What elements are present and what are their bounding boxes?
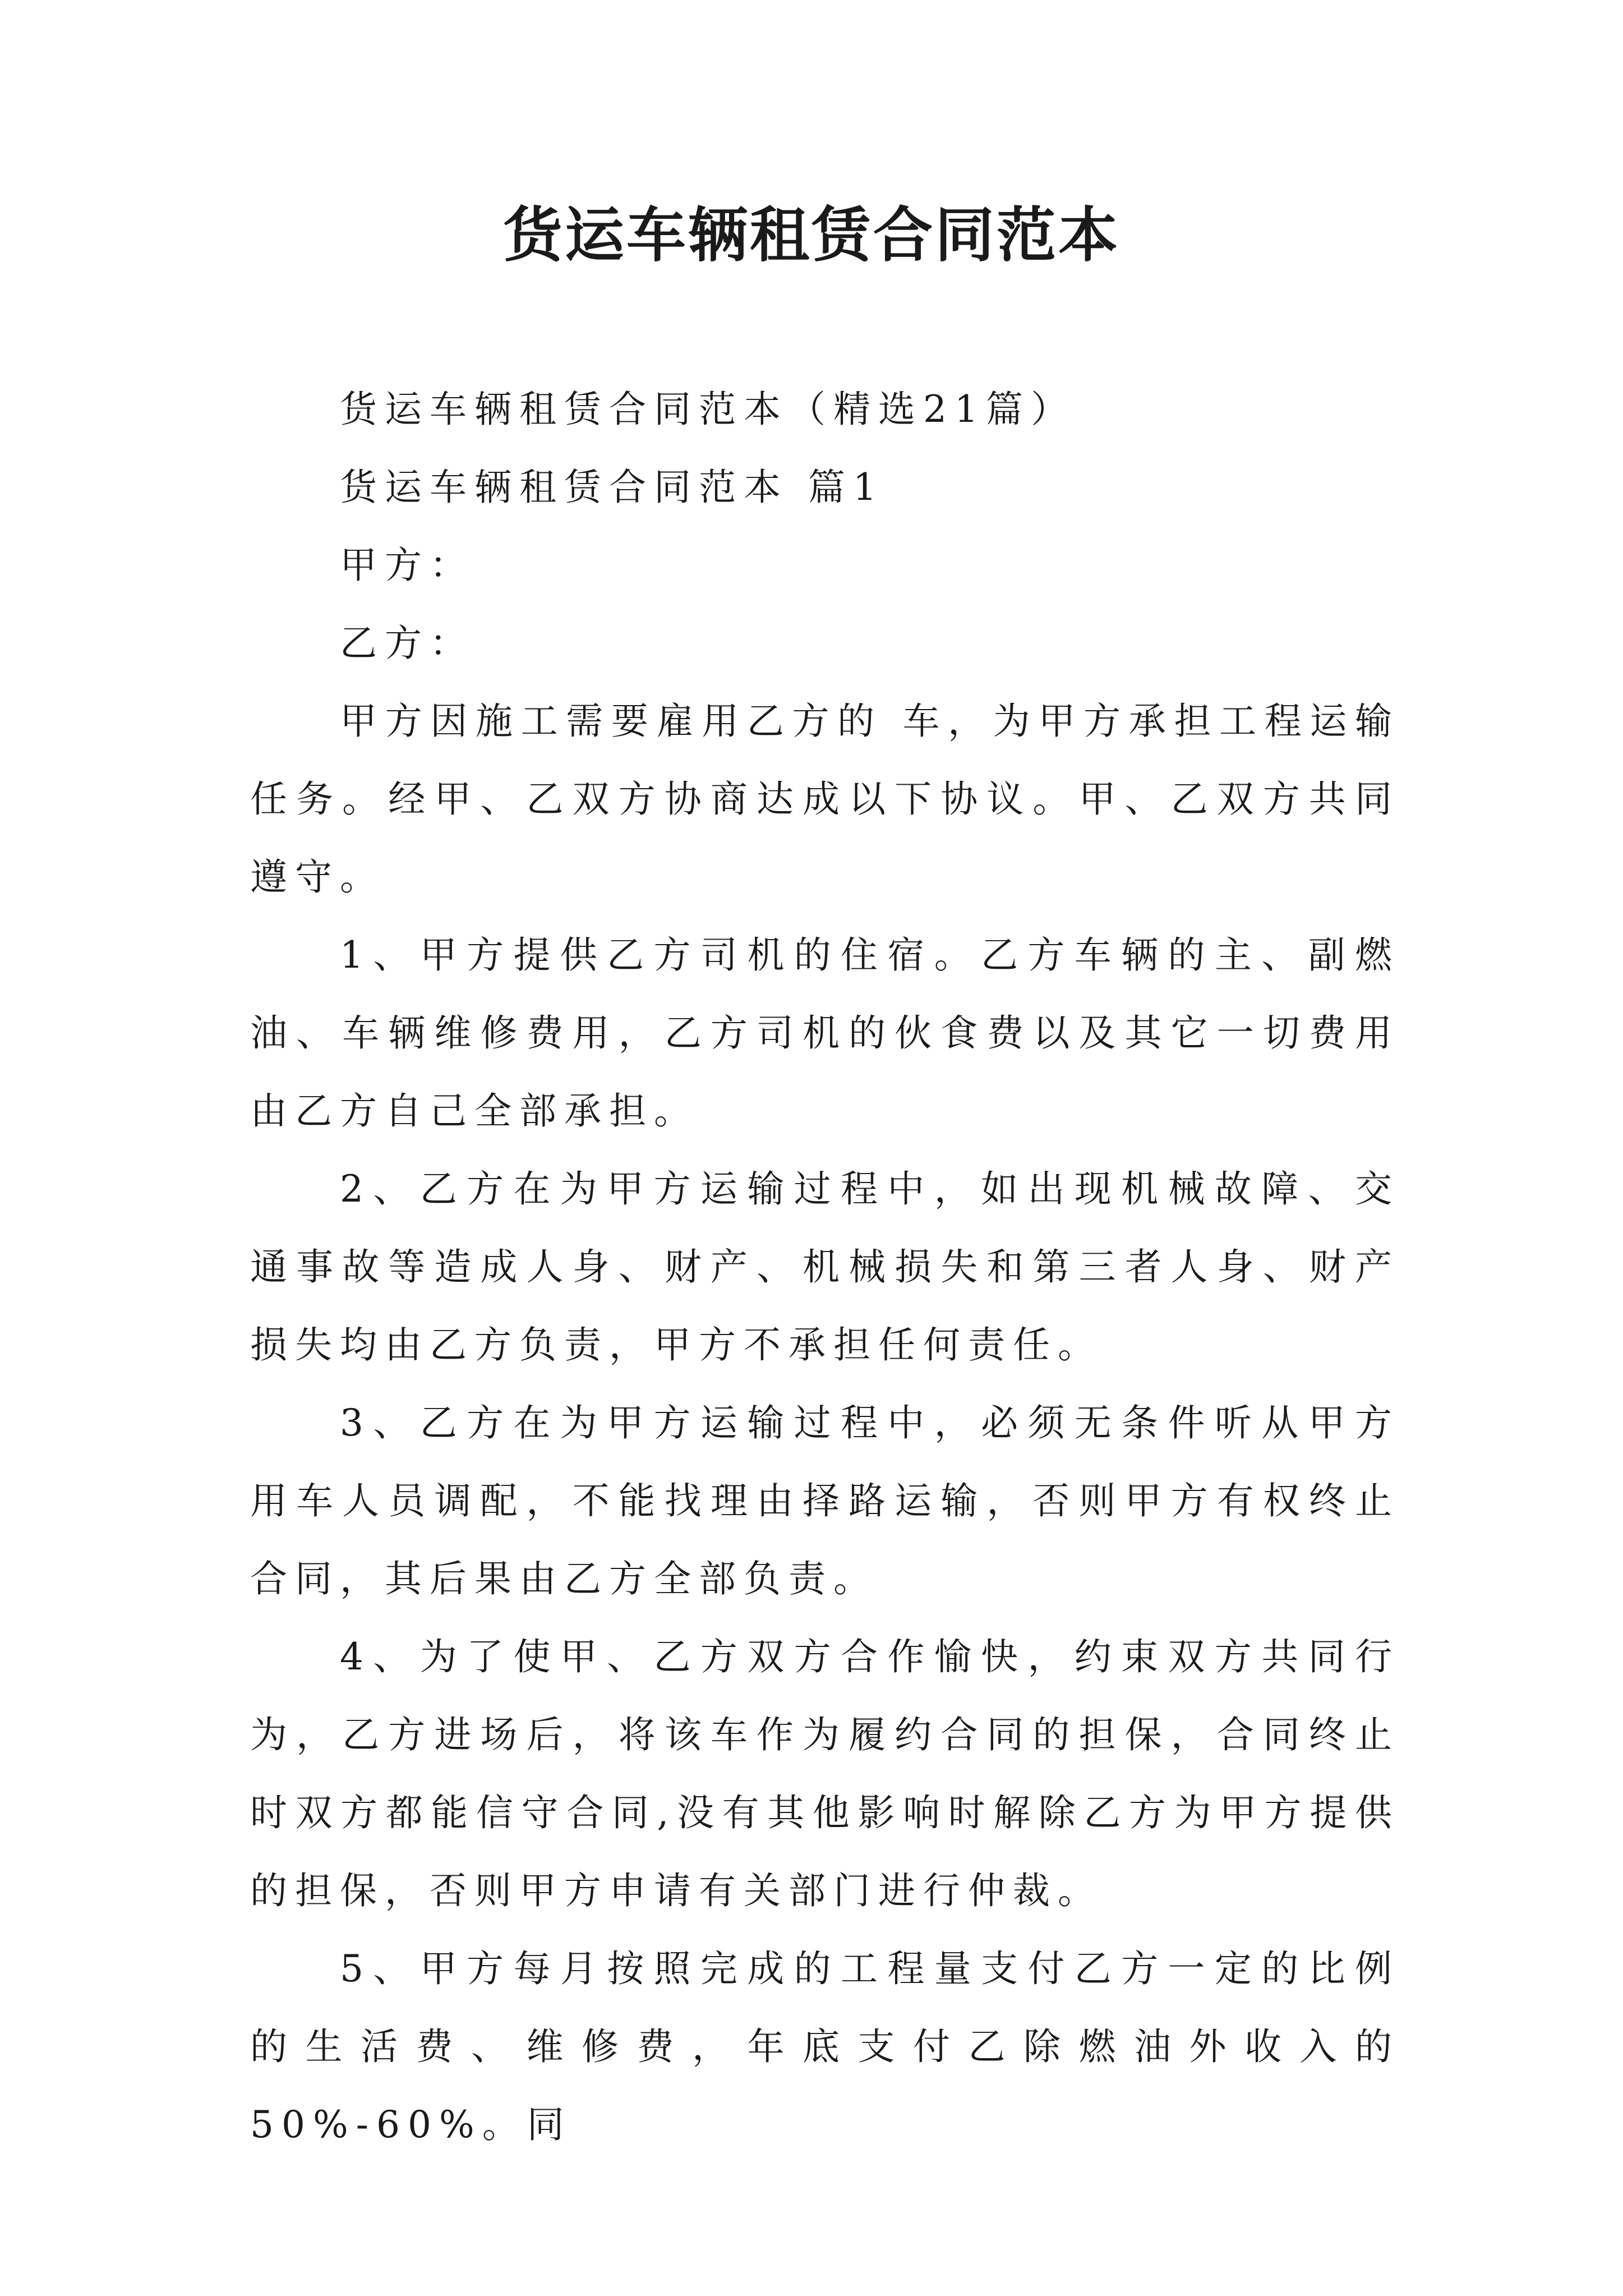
paragraph-clause-3: 3、乙方在为甲方运输过程中，必须无条件听从甲方用车人员调配，不能找理由择路运输，否则甲方有权终止合同，其后果由乙方全部负责。	[250, 1401, 1400, 1600]
document-body	[250, 370, 1400, 2164]
paragraph-section-heading: 货运车辆租赁合同范本 篇1	[340, 466, 884, 509]
paragraph-clause-2: 2、乙方在为甲方运输过程中，如出现机械故障、交通事故等造成人身、财产、机械损失和第三者人身、财产损失均由乙方负责，甲方不承担任何责任。	[250, 1167, 1400, 1366]
paragraph-party-a: 甲方：	[340, 544, 474, 587]
paragraph-party-b: 乙方：	[340, 622, 474, 665]
paragraph-preamble: 甲方因施工需要雇用乙方的 车，为甲方承担工程运输任务。经甲、乙双方协商达成以下协议。甲、乙双方共同遵守。	[250, 700, 1400, 899]
paragraph-subtitle: 货运车辆租赁合同范本（精选21篇）	[340, 388, 1076, 431]
paragraph-clause-5: 5、甲方每月按照完成的工程量支付乙方一定的比例的生活费、维修费，年底支付乙除燃油外收入的50%-60%。同	[250, 1947, 1400, 2146]
document-title: 货运车辆租赁合同范本	[503, 201, 1120, 270]
paragraph-clause-4: 4、为了使甲、乙方双方合作愉快，约束双方共同行为，乙方进场后，将该车作为履约合同的担保，合同终止时双方都能信守合同,没有其他影响时解除乙方为甲方提供的担保，否则甲方申请有关部门进行仲裁。	[250, 1635, 1400, 1912]
paragraph-clause-1: 1、甲方提供乙方司机的住宿。乙方车辆的主、副燃油、车辆维修费用，乙方司机的伙食费以及其它一切费用由乙方自己全部承担。	[250, 933, 1400, 1133]
